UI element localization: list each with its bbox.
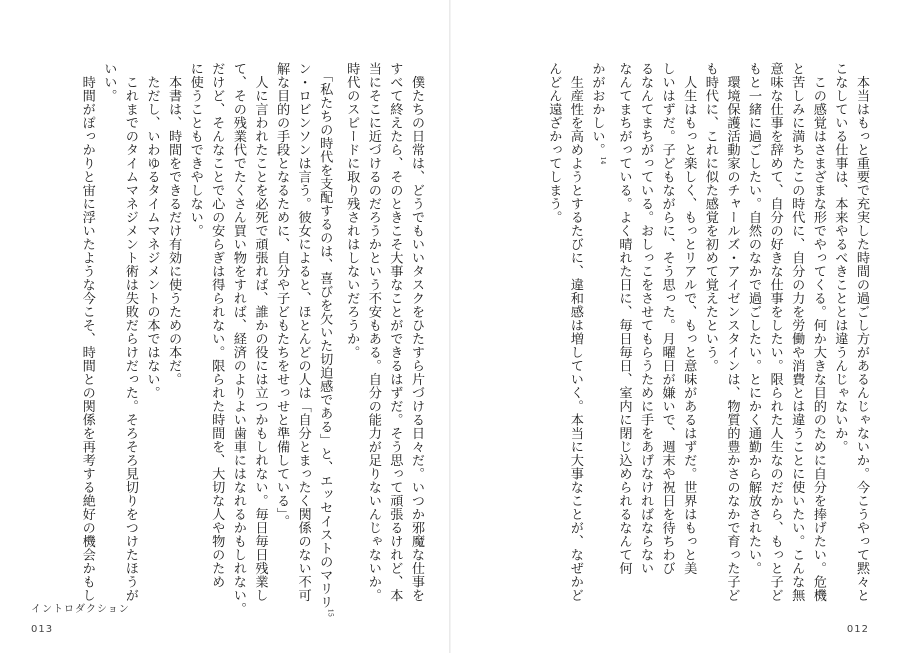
quote-line-with-note bbox=[586, 62, 613, 587]
page-number-left: 013 bbox=[31, 624, 54, 635]
body-line: 時代のスピードに取り残されはしないだろうか。 bbox=[344, 62, 360, 359]
body-line: 解な目的の手段となるために、自分や子どもたちをせっせと準備している」。 bbox=[274, 62, 290, 528]
right-page-body bbox=[543, 62, 872, 602]
body-line: こなしている仕事は、本来やるべきこととは違うんじゃないか。 bbox=[832, 62, 848, 454]
body-line: これまでのタイムマネジメント術は失敗だらけだった。そろそろ見切りをつけたほうが bbox=[122, 62, 138, 602]
body-line: て、その残業代でたくさん買い物をすれば、経済のよりよい歯車にはなれるかもしれない。 bbox=[230, 62, 246, 616]
body-line: だけど、そんなことで心の安らぎは得られない。限られた時間を、大切な人や物のため bbox=[209, 62, 225, 589]
body-line: この感覚はさまざまな形でやってくる。何か大きな目的のために自分を捧げたい。危機 bbox=[810, 62, 826, 602]
note-ref-15: 15 bbox=[326, 608, 334, 618]
quote-line: なんてまちがっている。よく晴れた日に、毎日毎日、室内に閉じ込められるなんて何 bbox=[616, 62, 632, 575]
right-page bbox=[451, 0, 900, 653]
note-ref-14: 14 bbox=[598, 156, 606, 165]
body-line: ただし、いわゆるタイムマネジメントの本ではない。 bbox=[144, 62, 160, 400]
body-line-with-note bbox=[314, 62, 341, 618]
body-line: 本書は、時間をできるだけ有効に使うための本だ。 bbox=[166, 62, 182, 386]
body-line: 僕たちの日常は、どうでもいいタスクをひたすら片づける日々だ。いつか邪魔な仕事を bbox=[409, 62, 424, 602]
body-line: んどん遠ざかってしまう。 bbox=[546, 62, 562, 224]
body-line: 生産性を高めようとするたびに、違和感は増していく。本当に大事なことが、なぜかど bbox=[567, 62, 583, 602]
page-number-right: 012 bbox=[846, 624, 869, 635]
quote-line: るなんてまちがっている。おしっこをさせてもらうために手をあげなければならない bbox=[638, 62, 654, 575]
left-page bbox=[0, 0, 449, 653]
body-line: 本当はもっと重要で充実した時間の過ごし方があるんじゃないか。今こうやって黙々と bbox=[854, 62, 869, 602]
quote-line: 人生はもっと楽しく、もっとリアルで、もっと意味があるはずだ。世界はもっと美 bbox=[681, 62, 697, 575]
body-line: もと一緒に過ごしたい。自然のなかで過ごしたい。とにかく通勤から解放されたい。 bbox=[746, 62, 762, 575]
body-line: と苦しみに満ちたこの時代に、自分の力を労働や消費とは違うことに使いたい。こんな無 bbox=[789, 62, 805, 602]
body-line: すべて終えたら、そのときこそ大事なことができるはずだ。そう思って頑張るけれど、本 bbox=[387, 62, 403, 602]
body-line: 時間がぽっかりと宙に浮いたような今こそ、時間との関係を再考する絶好の機会かもし bbox=[79, 62, 95, 602]
quote-line: しいはずだ。子どもながらに、そう思った。月曜日が嫌いで、週末や祝日を待ちわび bbox=[659, 62, 675, 575]
quote-line: かがおかしい。 bbox=[589, 62, 605, 157]
body-line: に使うこともできやしない。 bbox=[187, 62, 203, 238]
body-line: ン・ロビンソンは言う。彼女によると、ほとんどの人は「自分とまったく関係のない不可 bbox=[295, 62, 311, 602]
body-line: 意味な仕事を辞めて、自分の好きな仕事をしたい。限られた人生なのだから、もっと子ど bbox=[767, 62, 783, 602]
body-line: 当にそこに近づけるのだろうかという不安もある。自分の能力が足りないんじゃないか。 bbox=[365, 62, 381, 602]
body-line: 環境保護活動家のチャールズ・アイゼンスタインは、物質的豊かさのなかで育った子ど bbox=[724, 62, 740, 602]
body-line: も時代に、これに似た感覚を初めて覚えたという。 bbox=[702, 62, 718, 373]
body-line: 人に言われたことを必死で頑張れば、誰かの役には立つかもしれない。毎日毎日残業し bbox=[252, 62, 268, 602]
body-line: いい。 bbox=[101, 62, 117, 103]
body-line: 「私たちの時代を支配するのは、喜びを欠いた切迫感である」と、エッセイストのマリリ bbox=[317, 62, 333, 609]
running-head: イントロダクション bbox=[31, 604, 130, 615]
